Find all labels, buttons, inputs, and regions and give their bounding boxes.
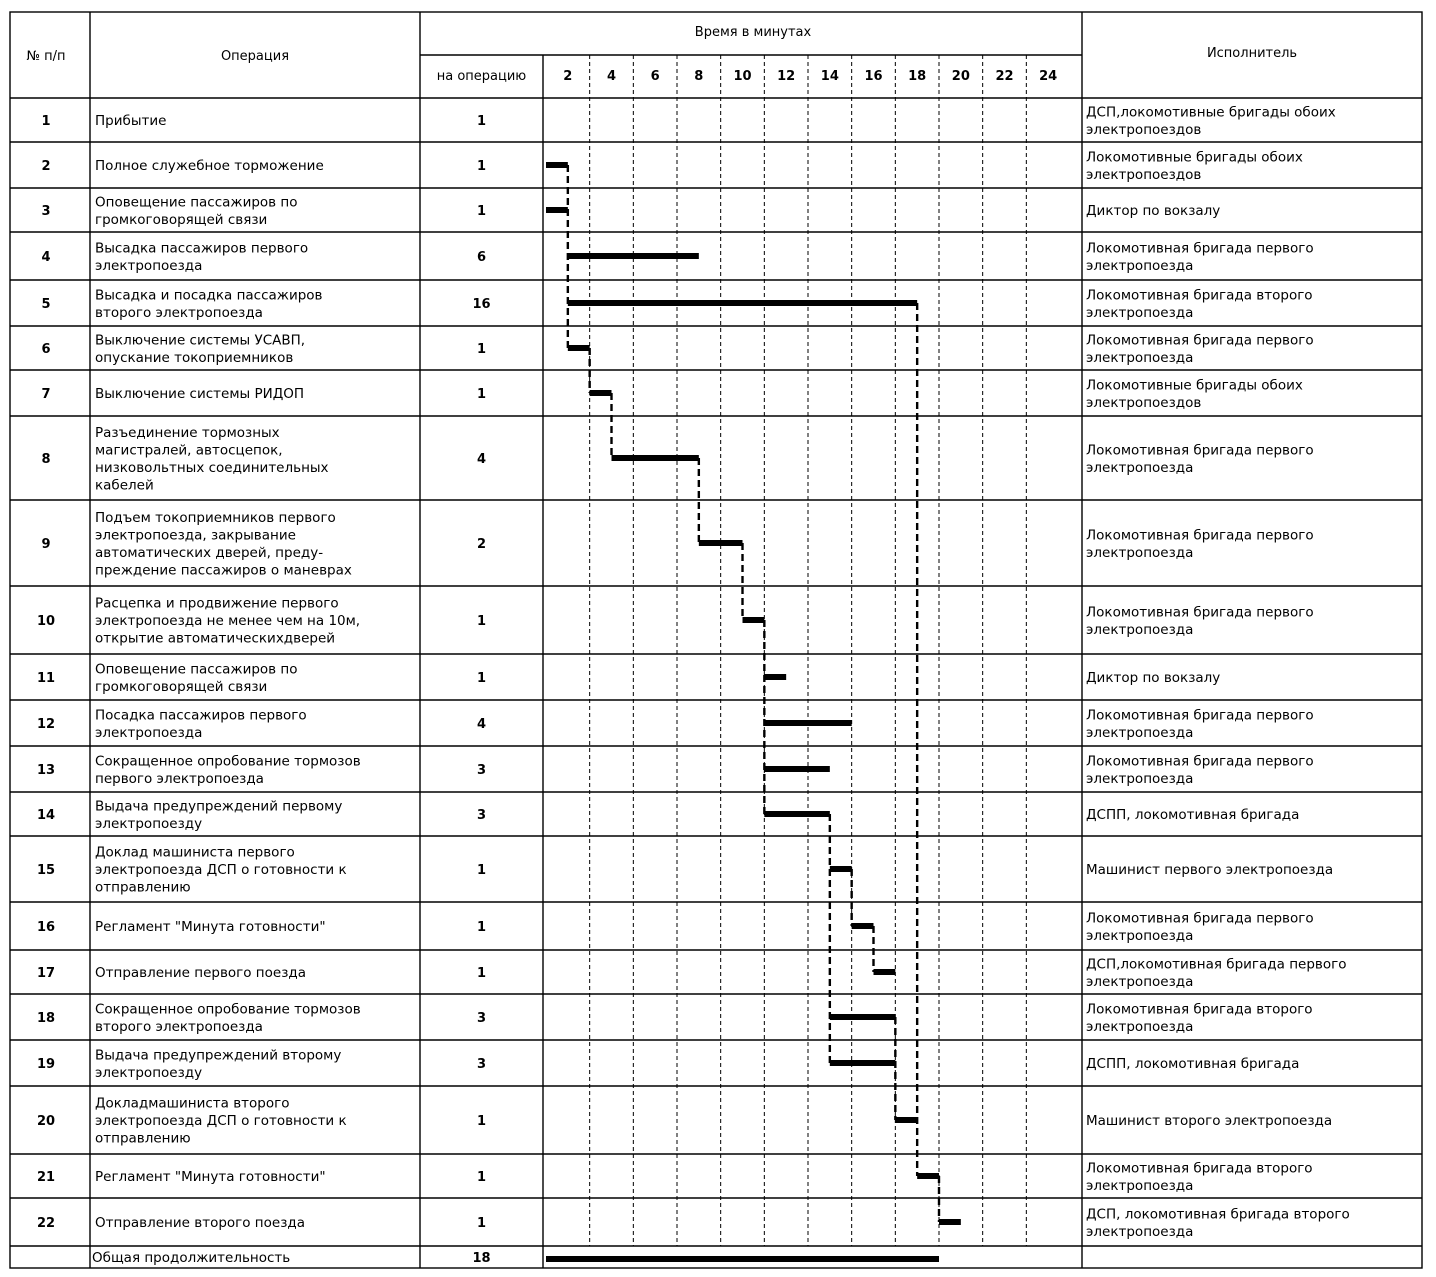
gantt-bar	[852, 923, 874, 929]
tick-label: 6	[650, 69, 660, 84]
executor-text: Локомотивная бригада первого	[1086, 442, 1314, 459]
row-number: 19	[36, 1057, 56, 1072]
operation-text: Высадка пассажиров первого	[95, 240, 309, 257]
gantt-bar	[895, 1117, 917, 1123]
executor-text: Локомотивная бригада второго	[1086, 1001, 1313, 1018]
executor-text: Локомотивные бригады обоих	[1086, 377, 1303, 394]
total-label: Общая продолжительность	[92, 1250, 291, 1266]
table-row	[37, 596, 1314, 647]
row-number: 12	[36, 717, 56, 732]
duration-value: 1	[476, 863, 487, 878]
table-row	[41, 194, 1220, 228]
table-row	[37, 753, 1314, 787]
operation-text: Оповещение пассажиров по	[95, 194, 298, 211]
executor-text: Локомотивная бригада первого	[1086, 527, 1314, 544]
executor-text: электропоездов	[1086, 166, 1202, 183]
operation-text: Доклад машиниста первого	[95, 844, 295, 861]
table-row	[37, 1160, 1313, 1194]
gantt-bar	[830, 1014, 896, 1020]
gantt-bar	[546, 1256, 939, 1262]
row-number: 17	[36, 966, 56, 981]
tick-label: 18	[908, 69, 927, 84]
operation-text: электропоезда, закрывание	[95, 527, 296, 544]
gantt-bar	[874, 969, 896, 975]
gantt-bar	[743, 617, 765, 623]
duration-value: 1	[476, 204, 487, 219]
executor-text: Диктор по вокзалу	[1086, 670, 1221, 686]
executor-text: электропоезда	[1086, 1177, 1194, 1194]
gantt-bar	[939, 1219, 961, 1225]
duration-value: 1	[476, 614, 487, 629]
executor-text: Локомотивная бригада первого	[1086, 707, 1314, 724]
row-number: 3	[41, 204, 51, 219]
operation-text: Прибытие	[95, 113, 167, 129]
row-number: 2	[41, 159, 51, 174]
row-number: 15	[36, 863, 56, 878]
table-row	[37, 661, 1220, 695]
tick-label: 22	[995, 69, 1014, 84]
table-row	[37, 910, 1314, 944]
table-row	[41, 510, 1313, 579]
duration-value: 1	[476, 1114, 487, 1129]
table-row	[41, 377, 1302, 411]
executor-text: электропоезда	[1086, 257, 1194, 274]
gantt-bar	[764, 674, 786, 680]
operation-text: электропоезда	[95, 724, 203, 741]
table-row	[41, 332, 1313, 366]
duration-value: 4	[476, 452, 487, 467]
header-per-operation: на операцию	[436, 69, 527, 84]
duration-value: 16	[472, 297, 491, 312]
header-num: № п/п	[26, 49, 66, 64]
tick-label: 10	[733, 69, 752, 84]
gantt-chart	[546, 162, 961, 1262]
operation-text: электропоезда ДСП о готовности к	[95, 1113, 347, 1129]
gantt-bar	[830, 866, 852, 872]
gantt-bar	[546, 162, 568, 168]
table-row	[37, 1096, 1332, 1147]
executor-text: Локомотивная бригада второго	[1086, 1160, 1313, 1177]
executor-text: Машинист второго электропоезда	[1086, 1113, 1333, 1129]
executor-text: ДСПП, локомотивная бригада	[1086, 807, 1300, 823]
operation-text: Выключение системы РИДОП	[95, 386, 305, 402]
duration-value: 1	[476, 114, 487, 129]
tick-label: 16	[864, 69, 883, 84]
executor-text: электропоезда	[1086, 544, 1194, 561]
operation-text: Оповещение пассажиров по	[95, 661, 298, 678]
executor-text: электропоезда	[1086, 459, 1194, 476]
operation-text: отправлению	[95, 879, 191, 896]
table-row	[37, 845, 1333, 896]
gantt-bar	[699, 540, 743, 546]
tick-label: 2	[563, 69, 573, 84]
operation-text: электропоезду	[95, 1064, 203, 1081]
total-row	[92, 1250, 491, 1266]
row-number: 8	[41, 452, 51, 467]
gantt-bar	[830, 1060, 896, 1066]
executor-text: электропоезда	[1086, 304, 1194, 321]
executor-text: Локомотивная бригада второго	[1086, 287, 1313, 304]
row-number: 9	[41, 537, 51, 552]
duration-value: 2	[476, 537, 487, 552]
gantt-bar	[612, 455, 699, 461]
tick-label: 20	[951, 69, 970, 84]
tick-label: 8	[694, 69, 704, 84]
executor-text: ДСП, локомотивная бригада второго	[1086, 1206, 1350, 1223]
executor-text: Диктор по вокзалу	[1086, 203, 1221, 219]
operation-text: Подъем токоприемников первого	[95, 509, 336, 526]
table-row	[37, 1001, 1313, 1035]
operation-text: преждение пассажиров о маневрах	[95, 562, 352, 579]
operation-text: открытие автоматическихдверей	[95, 630, 336, 647]
operation-text: электропоезда ДСП о готовности к	[95, 862, 347, 878]
operation-text: Разъединение тормозных	[95, 424, 280, 441]
executor-text: Локомотивная бригада первого	[1086, 753, 1314, 770]
gantt-bar	[568, 300, 917, 306]
row-number: 21	[36, 1170, 56, 1185]
row-number: 7	[41, 387, 51, 402]
duration-value: 3	[476, 763, 487, 778]
gantt-bar	[590, 390, 612, 396]
duration-value: 1	[476, 966, 487, 981]
executor-text: электропоезда	[1086, 770, 1194, 787]
operation-text: Выдача предупреждений второму	[95, 1047, 342, 1064]
duration-value: 3	[476, 1057, 487, 1072]
executor-text: ДСП,локомотивные бригады обоих	[1086, 104, 1336, 121]
duration-value: 1	[476, 1216, 487, 1231]
row-number: 10	[36, 614, 56, 629]
gantt-bar	[764, 720, 851, 726]
duration-value: 1	[476, 159, 487, 174]
table-row	[37, 956, 1347, 990]
table-row	[37, 798, 1299, 832]
row-number: 20	[36, 1114, 56, 1129]
operation-text: Отправление первого поезда	[95, 965, 306, 981]
table-row	[37, 1206, 1350, 1240]
gantt-bar	[764, 811, 830, 817]
duration-value: 1	[476, 387, 487, 402]
operation-text: Сокращенное опробование тормозов	[95, 1001, 361, 1018]
operation-text: электропоезда не менее чем на 10м,	[95, 613, 361, 629]
executor-text: электропоезда	[1086, 724, 1194, 741]
table-body	[37, 104, 1350, 1266]
operation-text: Расцепка и продвижение первого	[95, 595, 339, 612]
operation-text: Сокращенное опробование тормозов	[95, 753, 361, 770]
gantt-bar	[568, 253, 699, 259]
duration-value: 3	[476, 808, 487, 823]
executor-text: электропоезда	[1086, 1018, 1194, 1035]
executor-text: электропоезда	[1086, 621, 1194, 638]
executor-text: электропоезда	[1086, 349, 1194, 366]
operation-text: низковольтных соединительных	[95, 459, 329, 476]
duration-value: 4	[476, 717, 487, 732]
tick-label: 14	[820, 69, 839, 84]
gantt-bar	[764, 766, 830, 772]
tick-label: 24	[1039, 69, 1058, 84]
row-number: 1	[41, 114, 51, 129]
executor-text: ДСП,локомотивная бригада первого	[1086, 956, 1347, 973]
table-row	[37, 1047, 1299, 1081]
operation-text: магистралей, автосцепок,	[95, 442, 283, 459]
executor-text: Локомотивная бригада первого	[1086, 332, 1314, 349]
duration-value: 3	[476, 1011, 487, 1026]
executor-text: Локомотивная бригада первого	[1086, 240, 1314, 257]
operation-text: электропоезду	[95, 815, 203, 832]
operation-text: Докладмашиниста второго	[95, 1095, 290, 1112]
gantt-bar	[917, 1173, 939, 1179]
operation-text: Полное служебное торможение	[95, 158, 324, 174]
executor-text: Локомотивная бригада первого	[1086, 604, 1314, 621]
executor-text: Локомотивные бригады обоих	[1086, 149, 1303, 166]
row-number: 16	[36, 920, 56, 935]
operation-text: электропоезда	[95, 257, 203, 274]
total-duration: 18	[472, 1251, 491, 1266]
table-row	[41, 104, 1335, 138]
executor-text: электропоезда	[1086, 1223, 1194, 1240]
duration-value: 1	[476, 342, 487, 357]
operation-text: второго электропоезда	[95, 304, 263, 321]
row-number: 5	[41, 297, 51, 312]
operation-text: Регламент "Минута готовности"	[95, 1169, 326, 1185]
executor-text: Локомотивная бригада первого	[1086, 910, 1314, 927]
operation-text: кабелей	[95, 477, 154, 494]
executor-text: ДСПП, локомотивная бригада	[1086, 1056, 1300, 1072]
header-time: Время в минутах	[694, 25, 812, 40]
row-number: 6	[41, 342, 51, 357]
operation-text: громкоговорящей связи	[95, 678, 268, 695]
tick-label: 12	[777, 69, 796, 84]
row-number: 4	[41, 250, 51, 265]
operation-text: Регламент "Минута готовности"	[95, 919, 326, 935]
header-operation: Операция	[220, 49, 290, 64]
operation-text: Отправление второго поезда	[95, 1215, 305, 1231]
executor-text: электропоездов	[1086, 121, 1202, 138]
executor-text: электропоездов	[1086, 394, 1202, 411]
table-row	[37, 707, 1314, 741]
duration-value: 1	[476, 671, 487, 686]
operation-text: громкоговорящей связи	[95, 211, 268, 228]
row-number: 14	[36, 808, 56, 823]
operation-text: второго электропоезда	[95, 1018, 263, 1035]
duration-value: 6	[476, 250, 487, 265]
row-number: 13	[36, 763, 56, 778]
header-executor: Исполнитель	[1206, 46, 1298, 61]
operation-text: Высадка и посадка пассажиров	[95, 287, 323, 304]
operation-text: Выдача предупреждений первому	[95, 798, 343, 815]
operation-text: Посадка пассажиров первого	[95, 707, 307, 724]
operation-text: первого электропоезда	[95, 770, 264, 787]
tick-label: 4	[606, 69, 617, 84]
row-number: 11	[36, 671, 56, 686]
row-number: 22	[36, 1216, 56, 1231]
gantt-bar	[546, 207, 568, 213]
duration-value: 1	[476, 1170, 487, 1185]
gantt-bar	[568, 345, 590, 351]
operation-text: опускание токоприемников	[95, 349, 294, 366]
operation-text: Выключение системы УСАВП,	[95, 332, 306, 349]
duration-value: 1	[476, 920, 487, 935]
executor-text: электропоезда	[1086, 927, 1194, 944]
row-number: 18	[36, 1011, 56, 1026]
operation-text: отправлению	[95, 1130, 191, 1147]
executor-text: Машинист первого электропоезда	[1086, 862, 1334, 878]
operation-text: автоматических дверей, преду-	[95, 544, 324, 561]
table-row	[41, 149, 1302, 183]
executor-text: электропоезда	[1086, 973, 1194, 990]
